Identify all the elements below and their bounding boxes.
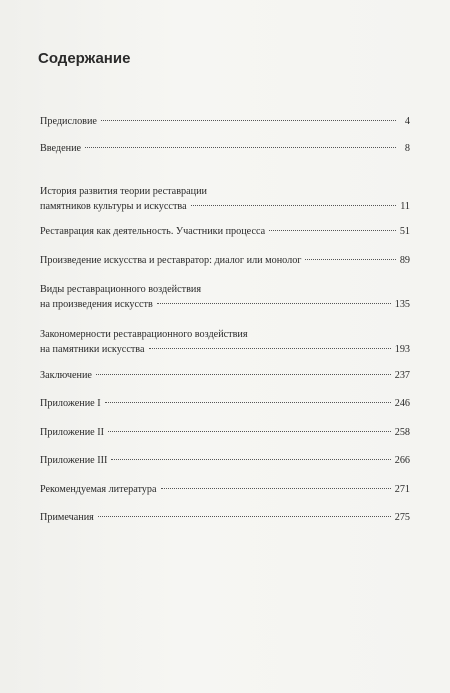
toc-page-number: 237 [394, 370, 410, 381]
leader-dots [191, 205, 396, 206]
toc-entry [40, 184, 410, 214]
toc-page-number: 271 [394, 484, 410, 495]
toc-entry [40, 368, 410, 383]
toc-entry [40, 396, 410, 411]
toc-entry [40, 114, 410, 129]
leader-dots [149, 348, 391, 349]
toc-entry [40, 425, 410, 440]
toc-page-number: 275 [394, 512, 410, 523]
toc-entry [40, 282, 410, 312]
leader-dots [108, 431, 391, 432]
leader-dots [101, 120, 396, 121]
toc-entry-title: Реставрация как деятельность. Участники процесса [40, 226, 266, 237]
leader-dots [98, 516, 391, 517]
leader-dots [85, 147, 396, 148]
toc-entry-title-line: на произведения искусств [40, 299, 153, 310]
leader-dots [161, 488, 391, 489]
toc-entry-title-line: История развития теории реставрации [40, 186, 207, 197]
toc-entry [40, 253, 410, 268]
leader-dots [111, 459, 390, 460]
toc-page-number: 89 [399, 255, 410, 266]
toc-page-number: 258 [394, 427, 410, 438]
toc-page-number: 8 [404, 143, 410, 154]
toc-entry-title: Рекомендуемая литература [40, 484, 157, 495]
toc-page-number: 51 [399, 226, 410, 237]
toc-entry-title: Приложение II [40, 427, 105, 438]
toc-entry-title-line: памятников культуры и искусства [40, 201, 187, 212]
toc-entry-title: Примечания [40, 512, 94, 523]
toc-entry [40, 453, 410, 468]
toc-page-number: 4 [404, 116, 410, 127]
toc-entry [40, 224, 410, 239]
toc-entry [40, 141, 410, 156]
toc-entry [40, 510, 410, 525]
toc-entry-title: Заключение [40, 370, 92, 381]
toc-page-number: 266 [394, 455, 410, 466]
toc-page-number: 246 [394, 398, 410, 409]
leader-dots [96, 374, 391, 375]
toc-page-number: 11 [400, 201, 410, 212]
leader-dots [105, 402, 391, 403]
toc-entry-title-line: на памятники искусства [40, 344, 145, 355]
toc-entry-title: Введение [40, 143, 82, 154]
leader-dots [269, 230, 396, 231]
leader-dots [157, 303, 391, 304]
toc-entry-title: Приложение III [40, 455, 108, 466]
leader-dots [305, 259, 395, 260]
toc-entry [40, 482, 410, 497]
toc-entry-title: Приложение I [40, 398, 101, 409]
toc-page-number: 135 [394, 299, 410, 310]
toc-entry-title: Предисловие [40, 116, 97, 127]
toc-entry-title-line: Виды реставрационного воздействия [40, 284, 202, 295]
toc-entry-title-line: Закономерности реставрационного воздействия [40, 329, 248, 340]
page-title: Содержание [38, 50, 131, 67]
toc-entry-title: Произведение искусства и реставратор: диалог или монолог [40, 255, 302, 266]
toc-entry [40, 327, 410, 357]
toc-page-number: 193 [394, 344, 410, 355]
